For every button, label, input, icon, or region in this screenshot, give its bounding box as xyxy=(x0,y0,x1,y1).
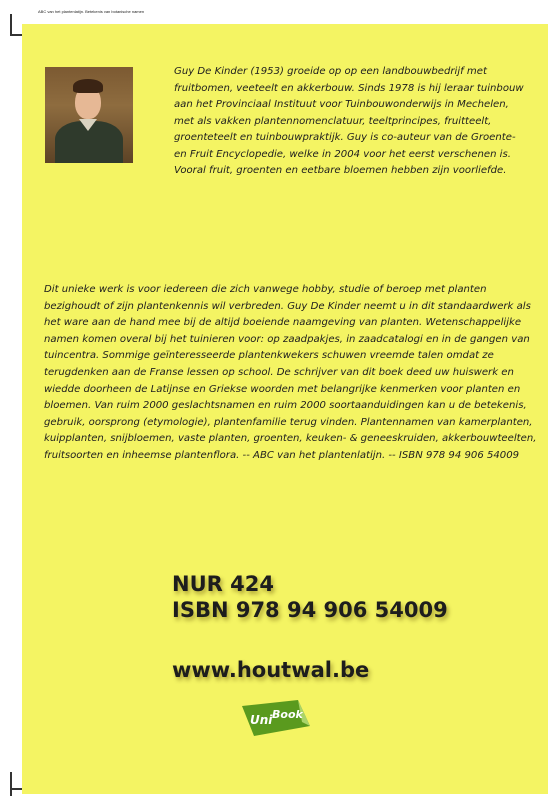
author-photo-hair xyxy=(73,79,103,93)
unibook-logo-text-uni: Uni xyxy=(250,713,273,727)
back-cover xyxy=(22,24,548,794)
running-head: ABC van het plantenlatijn. Betekenis van botanische namen xyxy=(38,9,145,14)
unibook-logo xyxy=(236,696,316,744)
crop-mark-top-left-vertical xyxy=(10,14,12,36)
crop-mark-bottom-left-horizontal xyxy=(10,788,22,790)
book-blurb: Dit unieke werk is voor iedereen die zich vanwege hobby, studie of beroep met planten bezighoudt of zijn plantenkennis wil verbreden. Guy De Kinder neemt u in dit standaardwerk als het ware aan de hand mee bij de altijd boeiende naamgeving van planten. Wetenschappelijke namen komen overal bij het tuinieren voor: op zaadpakjes, in zaadcatalogi en in de gangen van tuincentra. Sommige geïnteresseerde plantenkwekers schuwen vreemde talen omdat ze terugdenken aan de Franse lessen op school. De schrijver van dit boek deed uw huiswerk en wiedde doorheen de Latijnse en Griekse woorden met belangrijke kenmerken voor planten en bloemen. Van ruim 2000 geslachtsnamen en ruim 2000 soortaanduidingen kan u de betekenis, gebruik, oorsprong (etymologie), plantenfamilie terug vinden. Plantennamen van kamerplanten, kuipplanten, snijbloemen, vaste planten, groenten, keuken- & geneeskruiden, akkerbouwteelten, fruitsoorten en inheemse plantenflora. -- ABC van het plantenlatijn. -- ISBN 978 94 906 54009 xyxy=(44,284,537,461)
website-link[interactable]: www.houtwal.be xyxy=(172,658,370,682)
author-bio: Guy De Kinder (1953) groeide op op een landbouwbedrijf met fruitbomen, veeteelt en akkerbouw. Sinds 1978 is hij leraar tuinbouw aan het Provinciaal Instituut voor Tuinbouwonderwijs in Mechelen, met als vakken plantennomenclatuur, teeltprincipes, fruitteelt, groenteteelt en tuinbouwpraktijk. Guy is co-auteur van de Groente- en Fruit Encyclopedie, welke in 2004 voor het eerst verschenen is. Vooral fruit, groenten en eetbare bloemen hebben zijn voorliefde. xyxy=(174,66,524,176)
unibook-logo-text-book: Book xyxy=(272,708,303,721)
nur-code: NUR 424 xyxy=(172,572,274,596)
crop-mark-bottom-left-vertical xyxy=(10,772,12,796)
author-photo xyxy=(45,67,133,163)
isbn-number: ISBN 978 94 906 54009 xyxy=(172,598,448,622)
crop-mark-top-left-horizontal xyxy=(10,34,22,36)
